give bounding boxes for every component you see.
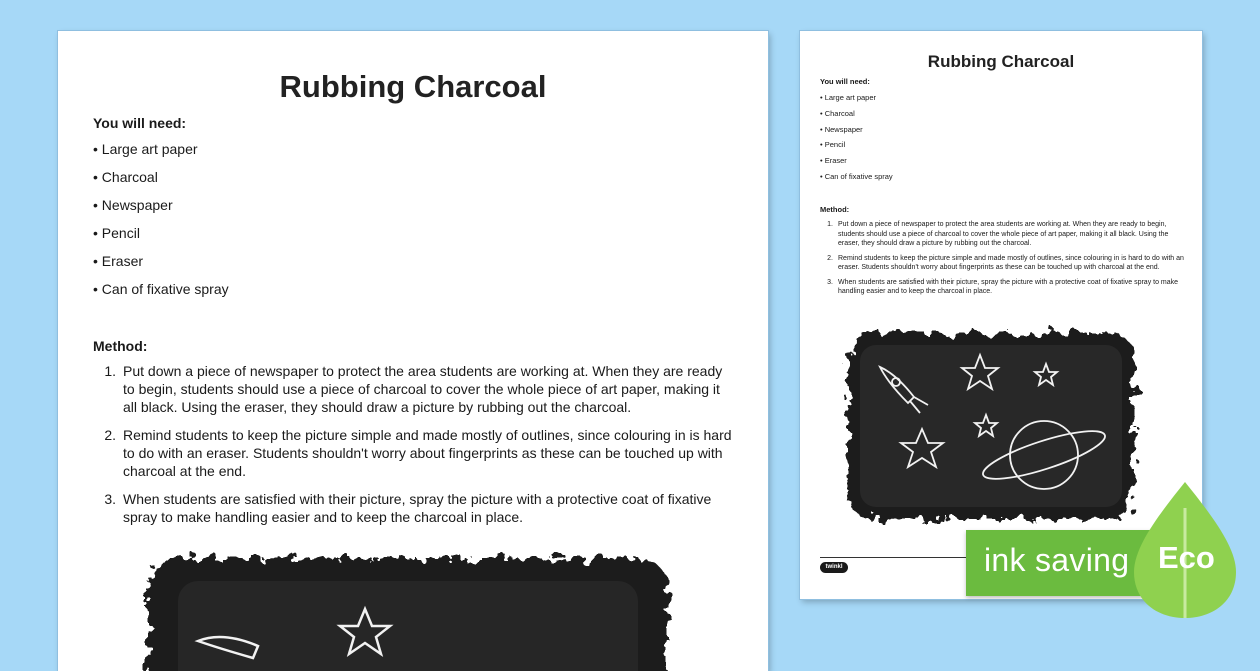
step-text: Put down a piece of newspaper to protect the area students are working at. When they are ready to begin, students should use a piece of charcoal to cover the whole piece of art paper, making it all black. Using the eraser, they should draw a picture by rubbing out the charcoal. xyxy=(838,221,1169,247)
step-number: 3. xyxy=(827,278,833,286)
method-step xyxy=(824,254,1184,273)
method-step xyxy=(824,220,1184,249)
method-step xyxy=(98,362,733,416)
list-item: • Eraser xyxy=(820,156,893,172)
method-step xyxy=(824,278,1184,297)
list-item: • Pencil xyxy=(820,140,893,156)
list-item: • Newspaper xyxy=(820,125,893,141)
method-heading: Method: xyxy=(820,205,850,214)
list-item: • Charcoal xyxy=(93,168,229,196)
method-heading: Method: xyxy=(93,338,148,354)
step-text: When students are satisfied with their picture, spray the picture with a protective coat of fixative spray to make handling easier and to keep the charcoal in place. xyxy=(838,278,1179,295)
step-text: Remind students to keep the picture simple and made mostly of outlines, since colouring in is hard to do with an eraser. Students shouldn't worry about fingerprints as these can be touched up with charcoal at the end. xyxy=(123,427,732,479)
list-item: • Large art paper xyxy=(820,93,893,109)
page-title: Rubbing Charcoal xyxy=(279,69,547,104)
step-number: 1. xyxy=(827,221,833,228)
list-item: • Large art paper xyxy=(93,140,229,168)
materials-heading: You will need: xyxy=(93,115,187,131)
materials-heading: You will need: xyxy=(820,77,870,86)
materials-list xyxy=(93,140,229,308)
method-list xyxy=(98,362,733,536)
eco-label: Eco xyxy=(1158,540,1215,575)
large-worksheet-page xyxy=(58,31,768,671)
step-number: 2. xyxy=(827,254,833,262)
method-step xyxy=(98,490,733,526)
list-item: • Eraser xyxy=(93,252,229,280)
charcoal-artwork xyxy=(128,536,688,671)
ink-saving-label: ink saving xyxy=(984,542,1130,578)
page-title: Rubbing Charcoal xyxy=(927,52,1075,71)
step-text: Remind students to keep the picture simple and made mostly of outlines, since colouring in is hard to do with an eraser. Students shouldn't worry about fingerprints as these can be touched up with charcoal at the end. xyxy=(838,254,1184,271)
materials-list xyxy=(820,93,893,188)
brand-logo: twinkl xyxy=(820,562,848,573)
list-item: • Newspaper xyxy=(93,196,229,224)
method-step xyxy=(98,426,733,480)
list-item: • Pencil xyxy=(93,224,229,252)
step-number: 3. xyxy=(104,491,116,507)
step-number: 2. xyxy=(104,427,116,443)
step-text: When students are satisfied with their picture, spray the picture with a protective coat of fixative spray to make handling easier and to keep the charcoal in place. xyxy=(123,491,712,525)
method-list xyxy=(824,220,1184,302)
list-item: • Charcoal xyxy=(820,109,893,125)
list-item: • Can of fixative spray xyxy=(820,172,893,188)
charcoal-artwork xyxy=(836,319,1146,529)
step-text: Put down a piece of newspaper to protect the area students are working at. When they are ready to begin, students should use a piece of charcoal to cover the whole piece of art paper, making it all black. Using the eraser, they should draw a picture by rubbing out the charcoal. xyxy=(123,363,723,415)
list-item: • Can of fixative spray xyxy=(93,280,229,308)
step-number: 1. xyxy=(104,363,116,379)
